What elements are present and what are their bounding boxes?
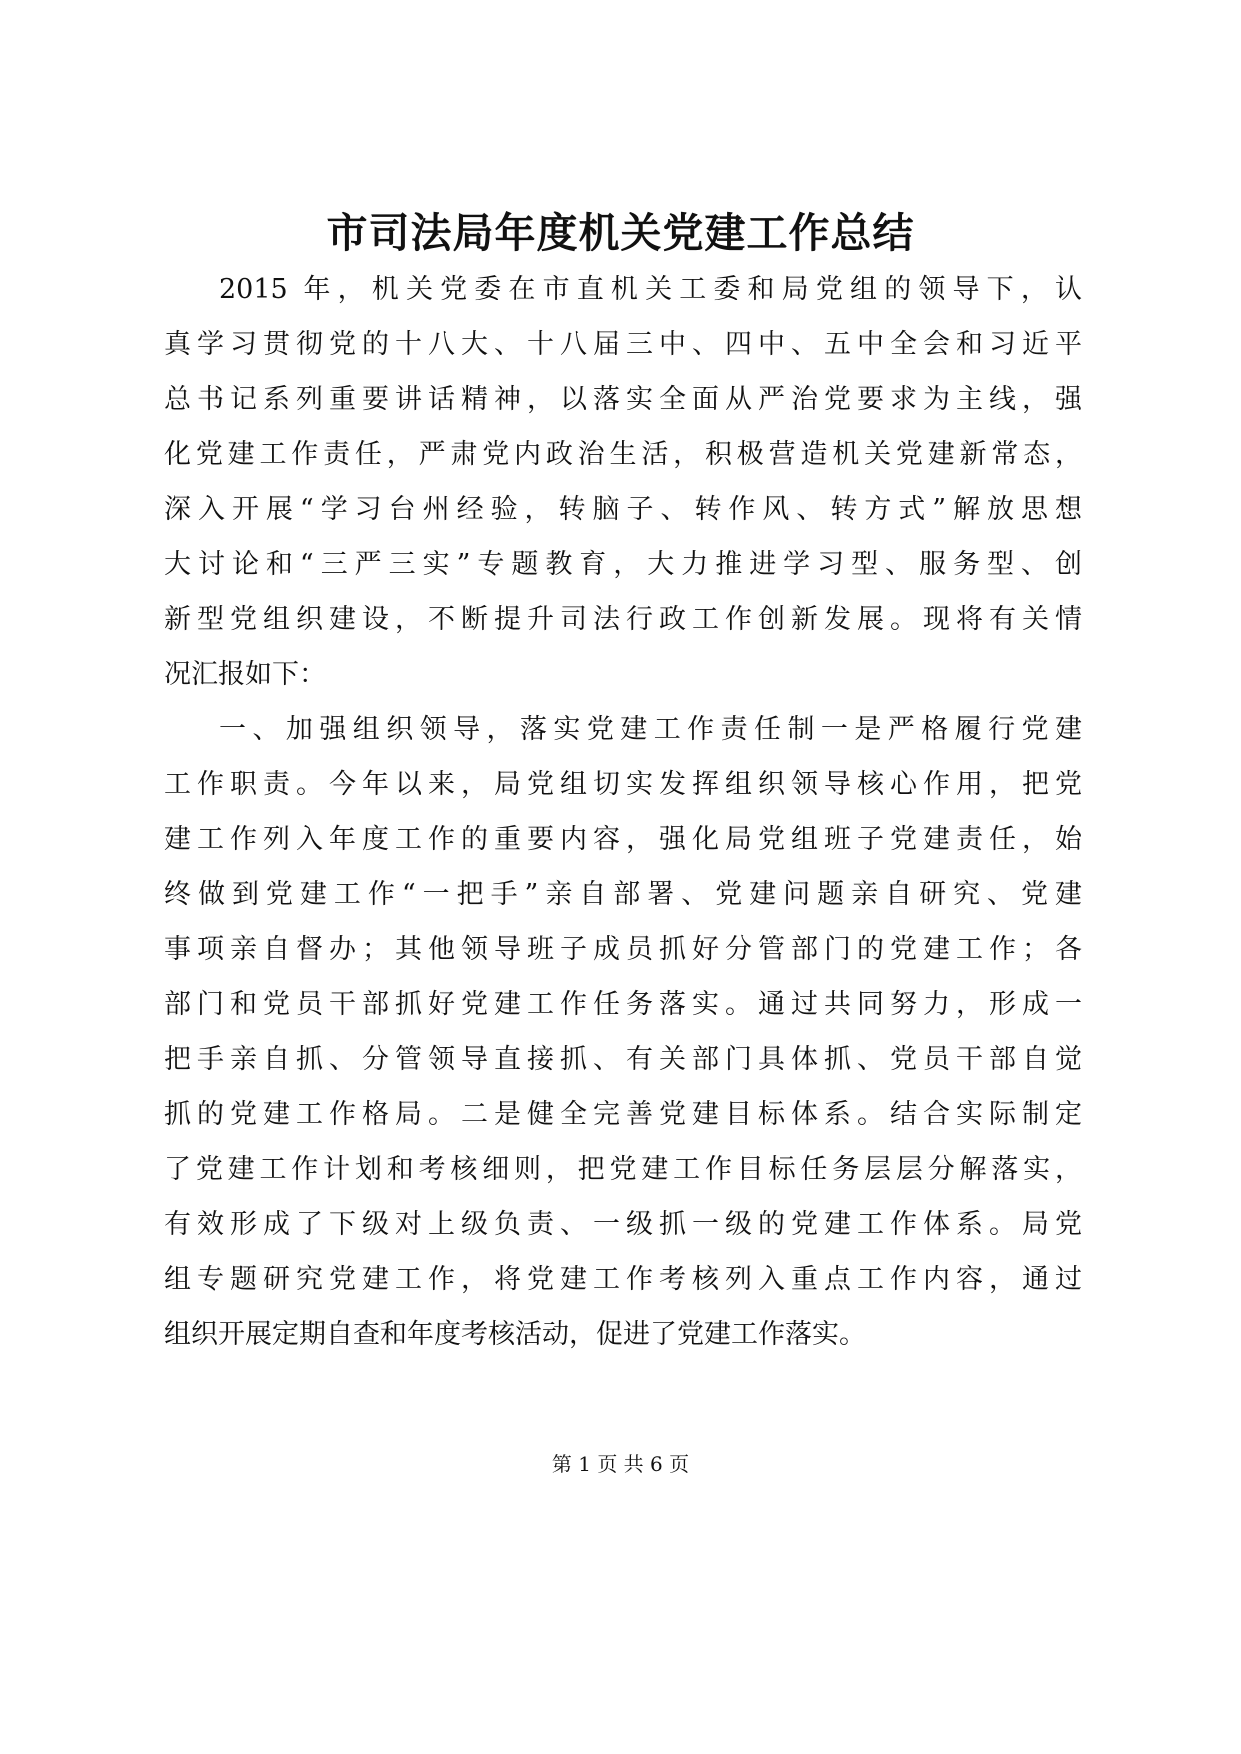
text-line: 总书记系列重要讲话精神，以落实全面从严治党要求为主线，强: [164, 384, 1082, 415]
text-line: 抓的党建工作格局。二是健全完善党建目标体系。结合实际制定: [164, 1099, 1082, 1130]
page-footer: 第 1 页 共 6 页: [551, 1452, 690, 1476]
text-line: 况汇报如下：: [164, 659, 326, 690]
text-line: 终做到党建工作“一把手”亲自部署、党建问题亲自研究、党建: [164, 879, 1082, 910]
text-line: 新型党组织建设，不断提升司法行政工作创新发展。现将有关情: [164, 604, 1082, 635]
text-line: 有效形成了下级对上级负责、一级抓一级的党建工作体系。局党: [164, 1209, 1082, 1240]
text-line: 2015 年，机关党委在市直机关工委和局党组的领导下，认: [219, 274, 1082, 305]
text-line: 把手亲自抓、分管领导直接抓、有关部门具体抓、党员干部自觉: [164, 1044, 1082, 1075]
text-line: 了党建工作计划和考核细则，把党建工作目标任务层层分解落实，: [164, 1154, 1082, 1185]
document-body: [164, 266, 1082, 1366]
document-title: 市司法局年度机关党建工作总结: [326, 209, 915, 257]
text-line: 建工作列入年度工作的重要内容，强化局党组班子党建责任，始: [164, 824, 1082, 855]
text-line: 一、加强组织领导，落实党建工作责任制一是严格履行党建: [219, 714, 1082, 745]
text-line: 部门和党员干部抓好党建工作任务落实。通过共同努力，形成一: [164, 989, 1082, 1020]
paragraph-1: [164, 266, 1082, 706]
text-line: 工作职责。今年以来，局党组切实发挥组织领导核心作用，把党: [164, 769, 1082, 800]
text-line: 真学习贯彻党的十八大、十八届三中、四中、五中全会和习近平: [164, 329, 1082, 360]
text-line: 深入开展“学习台州经验，转脑子、转作风、转方式”解放思想: [164, 494, 1082, 525]
text-line: 化党建工作责任，严肃党内政治生活，积极营造机关党建新常态，: [164, 439, 1082, 470]
text-line: 组织开展定期自查和年度考核活动，促进了党建工作落实。: [164, 1319, 866, 1350]
text-line: 事项亲自督办；其他领导班子成员抓好分管部门的党建工作；各: [164, 934, 1082, 965]
paragraph-2: [164, 706, 1082, 1366]
text-line: 大讨论和“三严三实”专题教育，大力推进学习型、服务型、创: [164, 549, 1082, 580]
text-line: 组专题研究党建工作，将党建工作考核列入重点工作内容，通过: [164, 1264, 1082, 1295]
